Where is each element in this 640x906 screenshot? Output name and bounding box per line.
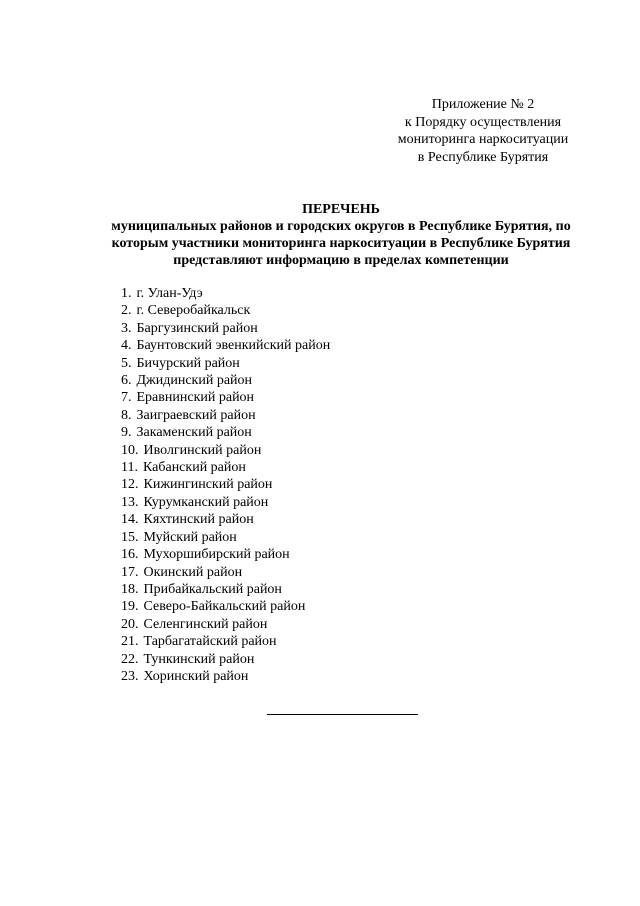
list-item-text: Северо-Байкальский район	[143, 599, 306, 615]
list-item-text: Мухоршибирский район	[143, 547, 290, 563]
list-item-text: Прибайкальский район	[143, 581, 282, 597]
list-item-number: 6.	[121, 373, 132, 389]
appendix-line: в Республике Бурятия	[417, 149, 549, 165]
list-item-text: Иволгинский район	[143, 442, 262, 458]
list-item	[121, 668, 330, 685]
appendix-line: Приложение № 2	[431, 97, 535, 112]
closing-divider	[267, 714, 418, 715]
list-item-text: Окинский район	[143, 564, 243, 580]
list-item-text: Баргузинский район	[136, 320, 258, 336]
list-item-text: Закаменский район	[136, 425, 252, 441]
list-item-text: Кижингинский район	[143, 477, 273, 493]
list-item	[121, 285, 330, 302]
list-item-text: Баунтовский эвенкийский район	[136, 338, 331, 354]
list-item-number: 17.	[121, 564, 139, 580]
list-item-number: 18.	[121, 581, 139, 597]
list-item-number: 10.	[121, 442, 139, 458]
list-item	[121, 302, 330, 319]
list-item-number: 22.	[121, 651, 139, 667]
list-item-number: 21.	[121, 634, 139, 650]
list-item-number: 23.	[121, 668, 139, 684]
document-heading	[70, 201, 612, 269]
list-item	[121, 355, 330, 372]
list-item	[121, 476, 330, 493]
list-item-number: 12.	[121, 477, 139, 493]
list-item-number: 13.	[121, 494, 139, 510]
list-item-text: г. Северобайкальск	[136, 303, 251, 319]
list-item-text: Заиграевский район	[136, 407, 256, 423]
list-item-number: 15.	[121, 529, 139, 545]
list-item-number: 11.	[121, 460, 138, 476]
appendix-line: к Порядку осуществления	[404, 114, 562, 130]
list-item	[121, 459, 330, 476]
list-item	[121, 651, 330, 668]
list-item-text: Курумканский район	[143, 494, 269, 510]
list-item	[121, 494, 330, 511]
document-subtitle-line: которым участники мониторинга наркоситуации в Республике Бурятия	[111, 236, 571, 251]
list-item-text: Кяхтинский район	[143, 512, 254, 528]
list-item	[121, 389, 330, 406]
list-item-text: Джидинский район	[136, 373, 253, 389]
list-item-text: Тункинский район	[143, 651, 255, 667]
list-item-text: Кабанский район	[142, 460, 246, 476]
list-item-number: 5.	[121, 355, 132, 371]
list-item	[121, 529, 330, 546]
district-list	[121, 285, 330, 685]
document-subtitle-line: представляют информацию в пределах компетенции	[173, 253, 509, 268]
list-item-text: Хоринский район	[143, 668, 249, 684]
list-item-text: Еравнинский район	[136, 390, 255, 406]
list-item-text: Селенгинский район	[143, 616, 268, 632]
list-item-number: 9.	[121, 425, 132, 441]
list-item	[121, 616, 330, 633]
list-item	[121, 598, 330, 615]
list-item-number: 19.	[121, 599, 139, 615]
list-item-number: 8.	[121, 407, 132, 423]
list-item-number: 1.	[121, 286, 132, 301]
list-item	[121, 633, 330, 650]
list-item-number: 4.	[121, 338, 132, 354]
list-item-number: 16.	[121, 547, 139, 563]
list-item	[121, 337, 330, 354]
list-item	[121, 320, 330, 337]
appendix-line: мониторинга наркоситуации	[397, 132, 569, 147]
list-item	[121, 407, 330, 424]
list-item	[121, 581, 330, 598]
list-item	[121, 442, 330, 459]
appendix-note	[380, 96, 586, 166]
document-subtitle-line: муниципальных районов и городских округов в Республике Бурятия, по	[111, 219, 571, 234]
list-item	[121, 511, 330, 528]
list-item-text: Муйский район	[143, 529, 237, 545]
list-item	[121, 546, 330, 563]
list-item-number: 20.	[121, 616, 139, 632]
document-title: ПЕРЕЧЕНЬ	[302, 202, 380, 217]
list-item-number: 3.	[121, 320, 132, 336]
list-item-number: 7.	[121, 390, 132, 406]
list-item	[121, 424, 330, 441]
list-item	[121, 372, 330, 389]
list-item-text: Бичурский район	[136, 355, 240, 371]
list-item-text: г. Улан-Удэ	[136, 286, 203, 301]
list-item-text: Тарбагатайский район	[143, 634, 277, 650]
list-item-number: 14.	[121, 512, 139, 528]
list-item	[121, 564, 330, 581]
list-item-number: 2.	[121, 303, 132, 319]
